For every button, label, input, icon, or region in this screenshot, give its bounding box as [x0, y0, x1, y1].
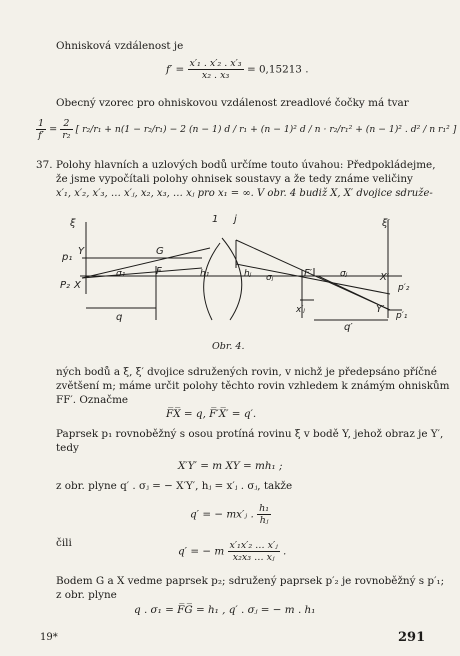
optical-diagram — [52, 208, 422, 358]
equation-sigma: q . σ₁ = F̅G̅ = h₁ , q′ . σⱼ = − m . h₁ — [134, 604, 316, 616]
section-number: 37. — [36, 159, 53, 171]
equation-q-prime: q′ = − mx′ⱼ . $\frac{\text{h₁}}{\text{hⱼ}}$ — [190, 503, 270, 526]
text-line: Obecný vzorec pro ohniskovou vzdálenost zreadlové čočky má tvar — [56, 97, 409, 109]
label-sigma1: σ₁ — [116, 269, 126, 279]
label-sigma-j-prime: σⱼ — [340, 269, 348, 279]
label-sigma-j: σⱼ — [266, 273, 274, 283]
equation-general-focal: $\frac{1}{f'}$ = $\frac{2}{\text{r₂}}$ [ r₂/r₁ + n(1 − r₂/r₁) − 2 (n − 1) d / r₁ + (n − 1)² d / n · r₂/r₁² + (n − 1)² . d² / n r₁² ] — [38, 118, 457, 141]
label-xi: ξ — [70, 218, 76, 229]
label-xj-prime: x′ⱼ — [296, 305, 305, 315]
label-G: G — [156, 246, 164, 257]
page-number: 291 — [398, 630, 426, 645]
label-xi-prime: ξ′ — [382, 218, 390, 229]
label-Y-prime: Y′ — [376, 304, 385, 315]
label-X: X — [74, 280, 81, 291]
equation-q: F̅X̅ = q, F̅′X̅′ = q′. — [166, 408, 257, 420]
text-line: z obr. plyne q′ . σⱼ = − X′Y′, hⱼ = x′ⱼ . σⱼ, takže — [56, 480, 293, 492]
label-p1: p₁ — [62, 252, 73, 263]
text-line: x′₁, x′₂, x′₃, … x′ⱼ, x₂, x₃, … xⱼ pro x₁ = ∞. V obr. 4 budiž X, X′ dvojice sdruže- — [56, 188, 433, 199]
text-line: FF′. Označme — [56, 394, 129, 406]
figure-caption: Obr. 4. — [212, 341, 245, 352]
text-line: čili — [56, 537, 72, 549]
text-line: Bodem G a X vedme paprsek p₂; sdružený paprsek p′₂ je rovnoběžný s p′₁; — [56, 575, 445, 587]
label-F: F — [156, 266, 162, 277]
label-Y: Y — [78, 246, 85, 257]
label-surface-1: 1 — [212, 214, 219, 225]
text-line: Polohy hlavních a uzlových bodů určíme touto úvahou: Předpokládejme, — [56, 159, 436, 171]
equation-image-height: X′Y′ = m XY = mh₁ ; — [178, 460, 283, 472]
equation-q-prime-expanded: q′ = − m $\frac{\text{x′₁x′₂ … x′ⱼ}}{\text{x₂x₃ … xⱼ}}$ . — [178, 540, 287, 563]
folio-mark: 19* — [40, 632, 58, 643]
label-p2: P₂ — [60, 280, 71, 291]
text-line: z obr. plyne — [56, 589, 117, 601]
label-p2-prime: p′₂ — [398, 283, 410, 293]
label-surface-j: j — [234, 214, 237, 225]
text-line: Paprsek p₁ rovnoběžný s osou protíná rovinu ξ v bodě Y, jehož obraz je Y′, — [56, 428, 444, 440]
text-line: tedy — [56, 442, 79, 454]
label-hj: hⱼ — [244, 269, 252, 279]
equation-focal-value: f′ = $\frac{\text{x′₁ . x′₂ . x′₃}}{\text{x₂ . x₃}}$ = 0,15213 . — [166, 58, 309, 81]
label-X-prime: X′ — [380, 272, 390, 283]
label-q-prime: q′ — [344, 322, 353, 333]
text-line: Ohnisková vzdálenost je — [56, 40, 184, 52]
label-p1-prime: p′₁ — [396, 311, 408, 321]
label-F-prime: F′ — [304, 268, 313, 279]
label-h1: h₁ — [200, 269, 210, 279]
text-line: že jsme vypočítali polohy ohnisek soustavy a že tedy známe veličiny — [56, 173, 413, 185]
text-line: ných bodů a ξ, ξ′ dvojice sdružených rovin, v nichž je předepsáno příčné — [56, 366, 437, 378]
label-q: q — [116, 312, 123, 323]
text-line: zvětšení m; máme určit polohy těchto rovin vzhledem k známým ohniskům — [56, 380, 450, 392]
